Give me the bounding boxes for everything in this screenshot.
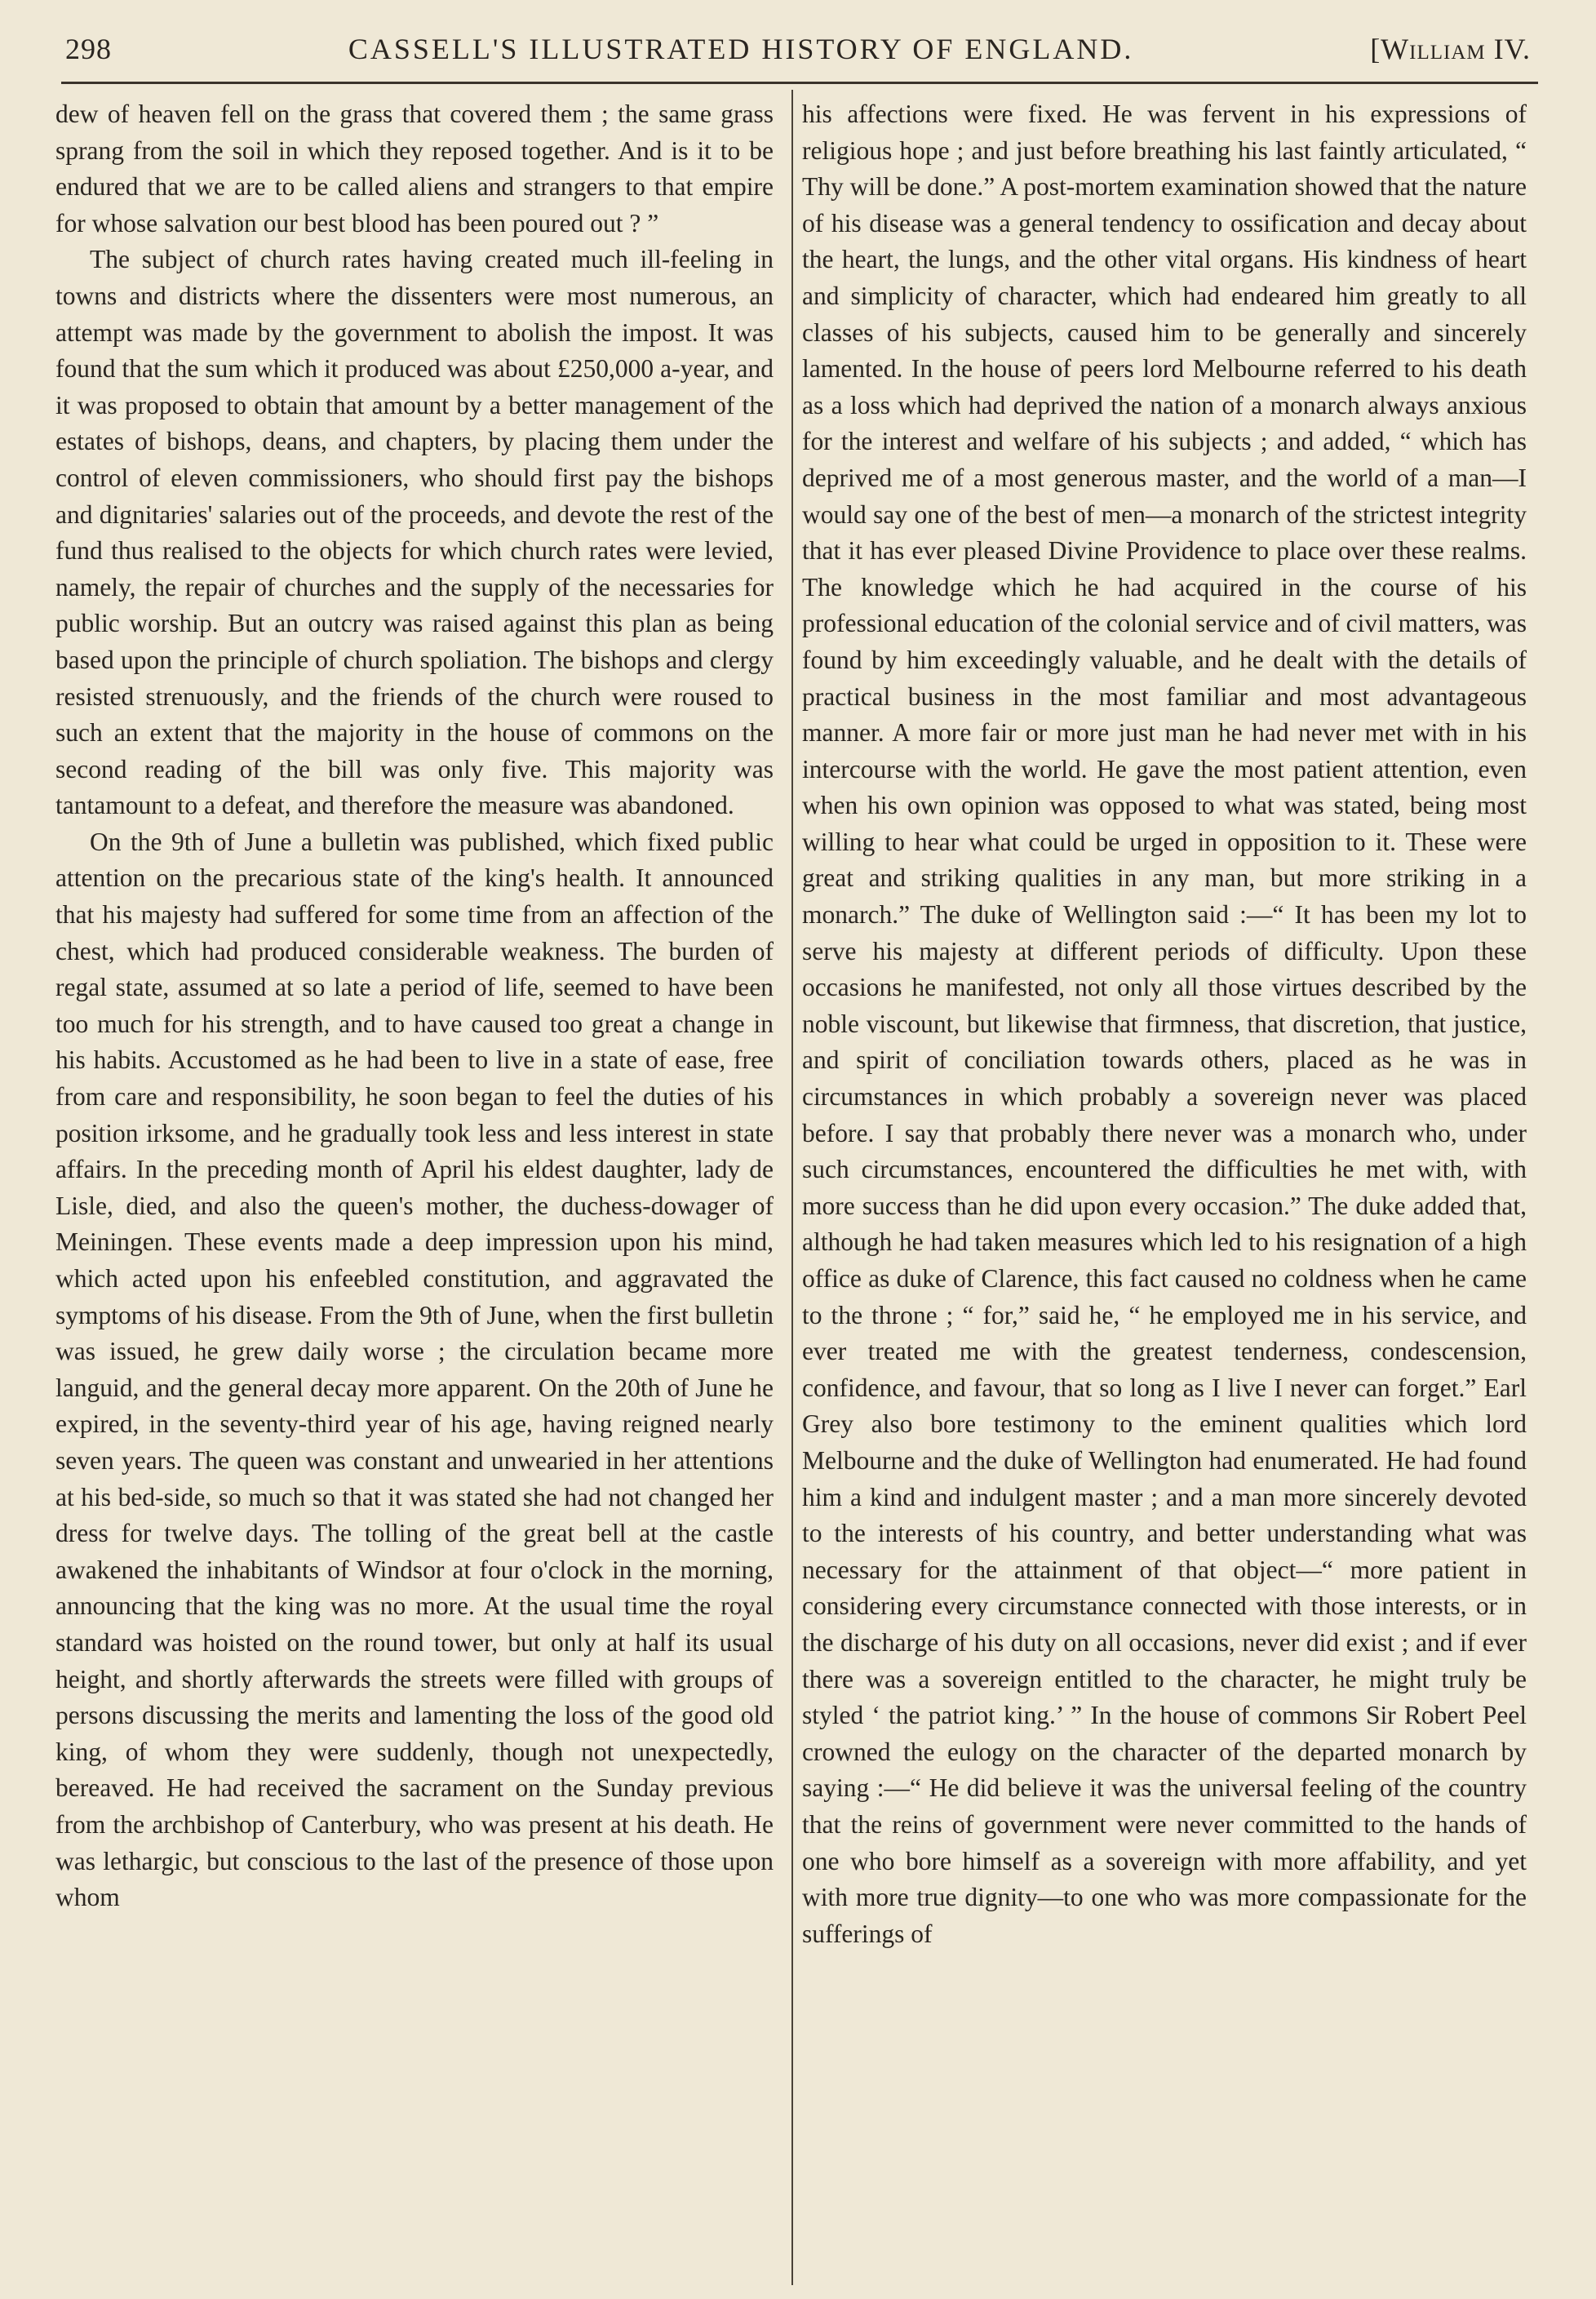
paragraph-church-rates: The subject of church rates having created much ill-feeling in towns and districts where the dissenters were most numerous, an attempt was made by the government to abolish the impost. It was found that the sum which it produced was about £250,000 a-year, and it was proposed to obtain that amount by a better management of the estates of bishops, deans, and chapters, by placing them under the control of eleven commissioners, who should first pay the bishops and dignitaries' salaries out of the proceeds, and devote the rest of the fund thus realised to the objects for which church rates were levied, namely, the repair of churches and the supply of the necessaries for public worship. But an outcry was raised against this plan as being based upon the principle of church spoliation. The bishops and clergy resisted strenuously, and the friends of the church were roused to such an extent that the majority in the house of commons on the second reading of the bill was only five. This majority was tantamount to a defeat, and therefore the measure was abandoned. (55, 245, 774, 820)
paragraph-kings-health: On the 9th of June a bulletin was published, which fixed public attention on the precarious state of the king's health. It announced that his majesty had suffered for some time from an affection of the chest, which had produced considerable weakness. The burden of regal state, assumed at so late a period of life, seemed to have been too much for his strength, and to have caused too great a change in his habits. Accustomed as he had been to live in a state of ease, free from care and responsibility, he soon began to feel the duties of his position irksome, and he gradually took less and less interest in state affairs. In the preceding month of April his eldest daughter, lady de Lisle, died, and also the queen's mother, the duchess-dowager of Meiningen. These events made a deep impression upon his mind, which acted upon his enfeebled constitution, and aggravated the symptoms of his disease. From the 9th of June, when the first bulletin was issued, he grew daily worse ; the circulation became more languid, and the general decay more apparent. On the 20th of June he expired, in the seventy-third year of his age, having reigned nearly seven years. The queen was constant and unwearied in her attentions at his bed-side, so much so that it was stated she had not changed her dress for twelve days. The tolling of the great bell at the castle awakened the inhabitants of Windsor at four o'clock in the morning, announcing that the king was no more. At the usual time the royal standard was hoisted on the round tower, but only at half its usual height, and shortly afterwards the streets were filled with groups of persons discussing the merits and lamenting the loss of the good old king, of whom they were suddenly, though not unexpectedly, bereaved. He had received the sacrament on the Sunday previous from the archbishop of Canterbury, who was present at his death. He was lethargic, but conscious to the last of the presence of those upon whom (55, 827, 774, 1912)
column-divider (791, 90, 793, 2285)
left-column (55, 96, 774, 2283)
running-header (65, 24, 1531, 73)
reign-section: [William IV. (1370, 33, 1531, 65)
paragraph-continued: dew of heaven fell on the grass that covered them ; the same grass sprang from the soil in which they reposed together. And is it to be endured that we are to be called aliens and strangers to that empire for whose salvation our best blood has been poured out ? ” (55, 100, 774, 237)
book-title: CASSELL'S ILLUSTRATED HISTORY OF ENGLAND. (348, 33, 1134, 65)
header-rule (61, 82, 1538, 84)
page-number: 298 (65, 33, 112, 65)
paragraph-tributes: his affections were fixed. He was fervent in his expressions of religious hope ; and just before breathing his last faintly articulated, “ Thy will be done.” A post-mortem examination showed that the nature of his disease was a general tendency to ossification and decay about the heart, the lungs, and the other vital organs. His kindness of heart and simplicity of character, which had endeared him greatly to all classes of his subjects, caused him to be generally and sincerely lamented. In the house of peers lord Melbourne referred to his death as a loss which had deprived the nation of a monarch always anxious for the interest and welfare of his subjects ; and added, “ which has deprived me of a most generous master, and the world of a man—I would say one of the best of men—a monarch of the strictest integrity that it has ever pleased Divine Providence to place over these realms. The knowledge which he had acquired in the course of his professional education of the colonial service and of civil matters, was found by him exceedingly valuable, and he dealt with the details of practical business in the most familiar and most advantageous manner. A more fair or more just man he had never met with in his intercourse with the world. He gave the most patient attention, even when his own opinion was opposed to what was stated, being most willing to hear what could be urged in opposition to it. These were great and striking qualities in any man, but more striking in a monarch.” The duke of Wellington said :—“ It has been my lot to serve his majesty at different periods of difficulty. Upon these occasions he manifested, not only all those virtues described by the noble viscount, but likewise that firmness, that discretion, that justice, and spirit of conciliation towards others, placed as he was in circumstances in which probably a sovereign never was placed before. I say that probably there never was a monarch who, under such circumstances, encountered the difficulties he met with, with more success than he did upon every occasion.” The duke added that, although he had taken measures which led to his resignation of a high office as duke of Clarence, this fact caused no coldness when he came to the throne ; “ for,” said he, “ he employed me in his service, and ever treated me with the greatest tenderness, condescension, confidence, and favour, that so long as I live I never can forget.” Earl Grey also bore testimony to the eminent qualities which lord Melbourne and the duke of Wellington had enumerated. He had found him a kind and indulgent master ; and a man more sincerely devoted to the interests of his country, and better understanding what was necessary for the attainment of that object—“ more patient in considering every circumstance connected with those interests, or in the discharge of his duty on all occasions, never did exist ; and if ever there was a sovereign entitled to the character, he might truly be styled ‘ the patriot king.’ ” In the house of commons Sir Robert Peel crowned the eulogy on the character of the departed monarch by saying :—“ He did believe it was the universal feeling of the country that the reins of government were never committed to the hands of one who bore himself as a sovereign with more affability, and yet with more true dignity—to one who was more compassionate for the sufferings of (802, 100, 1527, 1948)
right-column (802, 96, 1527, 2283)
